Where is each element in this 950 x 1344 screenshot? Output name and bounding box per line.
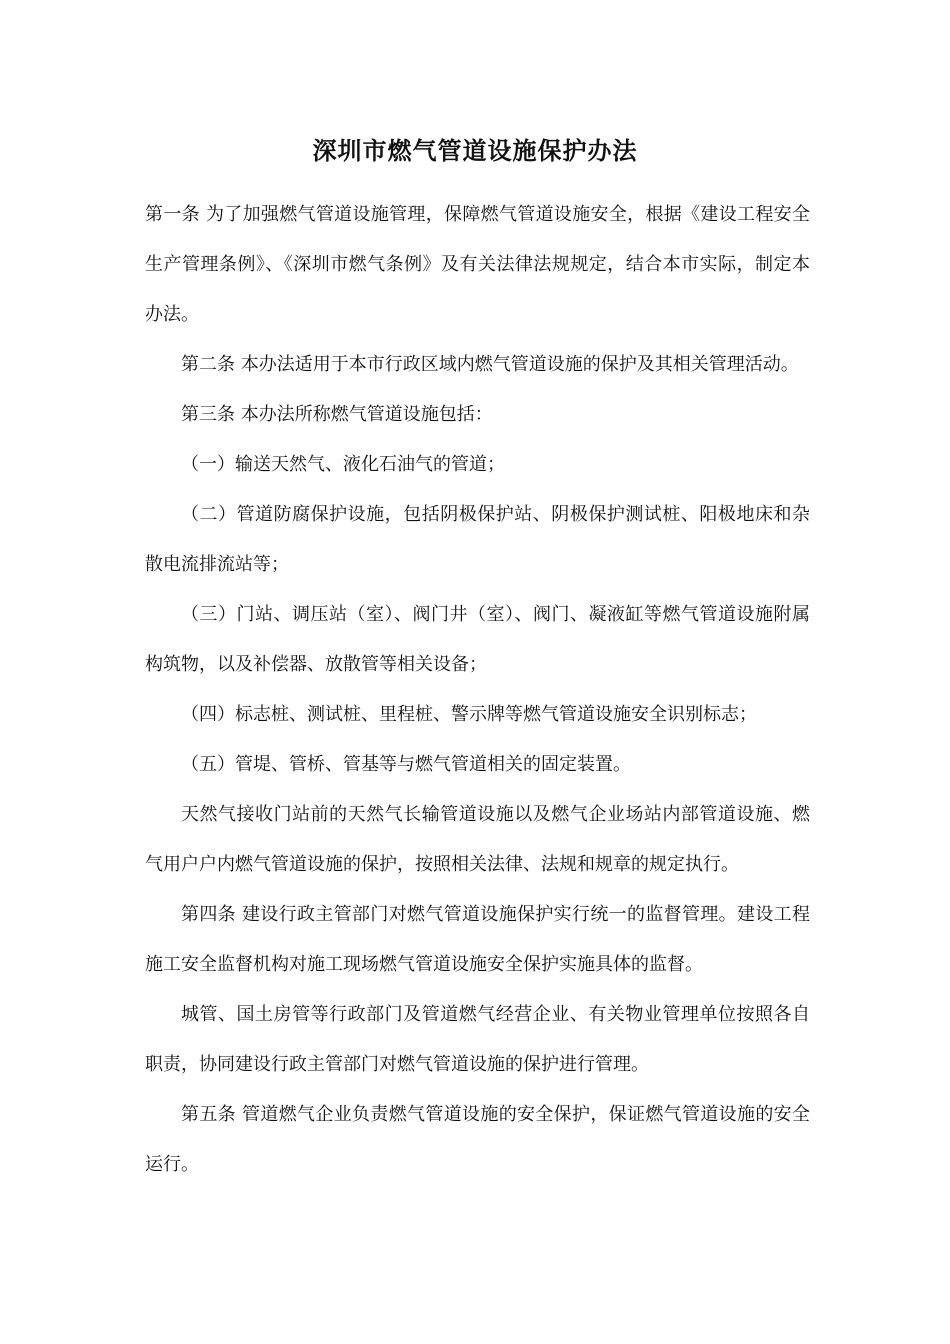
article-3-item-3: （三）门站、调压站（室）、阀门井（室）、阀门、凝液缸等燃气管道设施附属构筑物，以及补偿器、放散管等相关设备； bbox=[145, 604, 810, 675]
article-3-item-1: （一）输送天然气、液化石油气的管道； bbox=[181, 454, 505, 475]
article-1: 第一条 为了加强燃气管道设施管理，保障燃气管道设施安全，根据《建设工程安全生产管理条例》、《深圳市燃气条例》及有关法律法规规定，结合本市实际，制定本办法。 bbox=[145, 204, 810, 325]
article-3-item-5: （五）管堤、管桥、管基等与燃气管道相关的固定装置。 bbox=[181, 754, 631, 775]
article-2: 第二条 本办法适用于本市行政区域内燃气管道设施的保护及其相关管理活动。 bbox=[181, 354, 799, 375]
article-5: 第五条 管道燃气企业负责燃气管道设施的安全保护，保证燃气管道设施的安全运行。 bbox=[145, 1104, 810, 1175]
document-title: 深圳市燃气管道设施保护办法 bbox=[312, 136, 638, 165]
article-3-note: 天然气接收门站前的天然气长输管道设施以及燃气企业场站内部管道设施、燃气用户户内燃气管道设施的保护，按照相关法律、法规和规章的规定执行。 bbox=[145, 804, 810, 875]
document-body bbox=[145, 190, 810, 1190]
article-4-paragraph-2: 城管、国土房管等行政部门及管道燃气经营企业、有关物业管理单位按照各自职责，协同建设行政主管部门对燃气管道设施的保护进行管理。 bbox=[145, 1004, 810, 1075]
article-3: 第三条 本办法所称燃气管道设施包括： bbox=[181, 404, 493, 425]
article-3-item-4: （四）标志桩、测试桩、里程桩、警示牌等燃气管道设施安全识别标志； bbox=[181, 704, 757, 725]
article-4: 第四条 建设行政主管部门对燃气管道设施保护实行统一的监督管理。建设工程施工安全监督机构对施工现场燃气管道设施安全保护实施具体的监督。 bbox=[145, 904, 810, 975]
article-3-item-2: （二）管道防腐保护设施，包括阴极保护站、阴极保护测试桩、阳极地床和杂散电流排流站等； bbox=[145, 504, 810, 575]
